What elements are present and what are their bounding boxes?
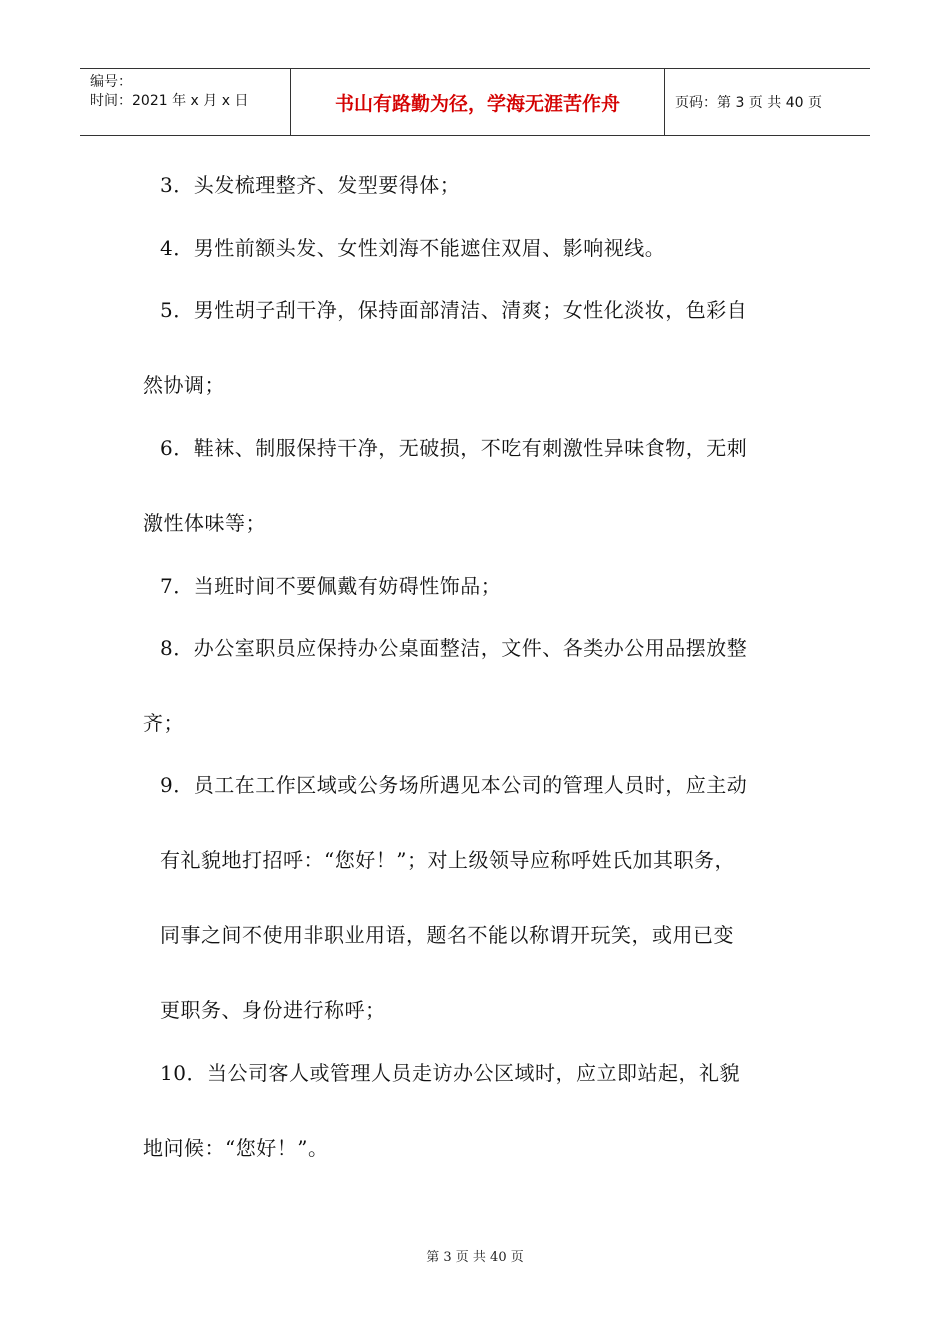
time-label: 时间：2021 年 x 月 x 日 (90, 93, 249, 109)
paragraph-line: 9．员工在工作区域或公务场所遇见本公司的管理人员时，应主动 (160, 773, 748, 797)
paragraph-line: 7．当班时间不要佩戴有妨碍性饰品； (160, 574, 502, 598)
paragraph-line: 然协调； (143, 373, 225, 397)
paragraph-line: 6．鞋袜、制服保持干净，无破损，不吃有刺激性异味食物，无刺 (160, 436, 748, 460)
page-footer: 第 3 页 共 40 页 (426, 1250, 524, 1265)
paragraph-line: 5．男性胡子刮干净，保持面部清洁、清爽；女性化淡妆，色彩自 (160, 298, 748, 322)
paragraph-line: 3．头发梳理整齐、发型要得体； (160, 173, 461, 197)
header-meta (80, 69, 291, 136)
document-header (80, 68, 870, 136)
paragraph-line: 激性体味等； (143, 511, 266, 535)
paragraph-line: 10．当公司客人或管理人员走访办公区域时，应立即站起，礼貌 (160, 1061, 740, 1085)
number-label: 编号： (90, 74, 132, 90)
paragraph-line: 4．男性前额头发、女性刘海不能遮住双眉、影响视线。 (160, 236, 666, 260)
paragraph-line: 8．办公室职员应保持办公桌面整洁，文件、各类办公用品摆放整 (160, 636, 748, 660)
paragraph-line: 有礼貌地打招呼：“您好！”；对上级领导应称呼姓氏加其职务， (160, 848, 735, 872)
header-page-info: 页码：第 3 页 共 40 页 (665, 69, 871, 136)
header-motto: 书山有路勤为径，学海无涯苦作舟 (291, 69, 665, 136)
paragraph-line: 更职务、身份进行称呼； (160, 998, 386, 1022)
paragraph-line: 齐； (143, 711, 184, 735)
paragraph-line: 地问候：“您好！”。 (143, 1136, 329, 1160)
paragraph-line: 同事之间不使用非职业用语，题名不能以称谓开玩笑，或用已变 (160, 923, 734, 947)
